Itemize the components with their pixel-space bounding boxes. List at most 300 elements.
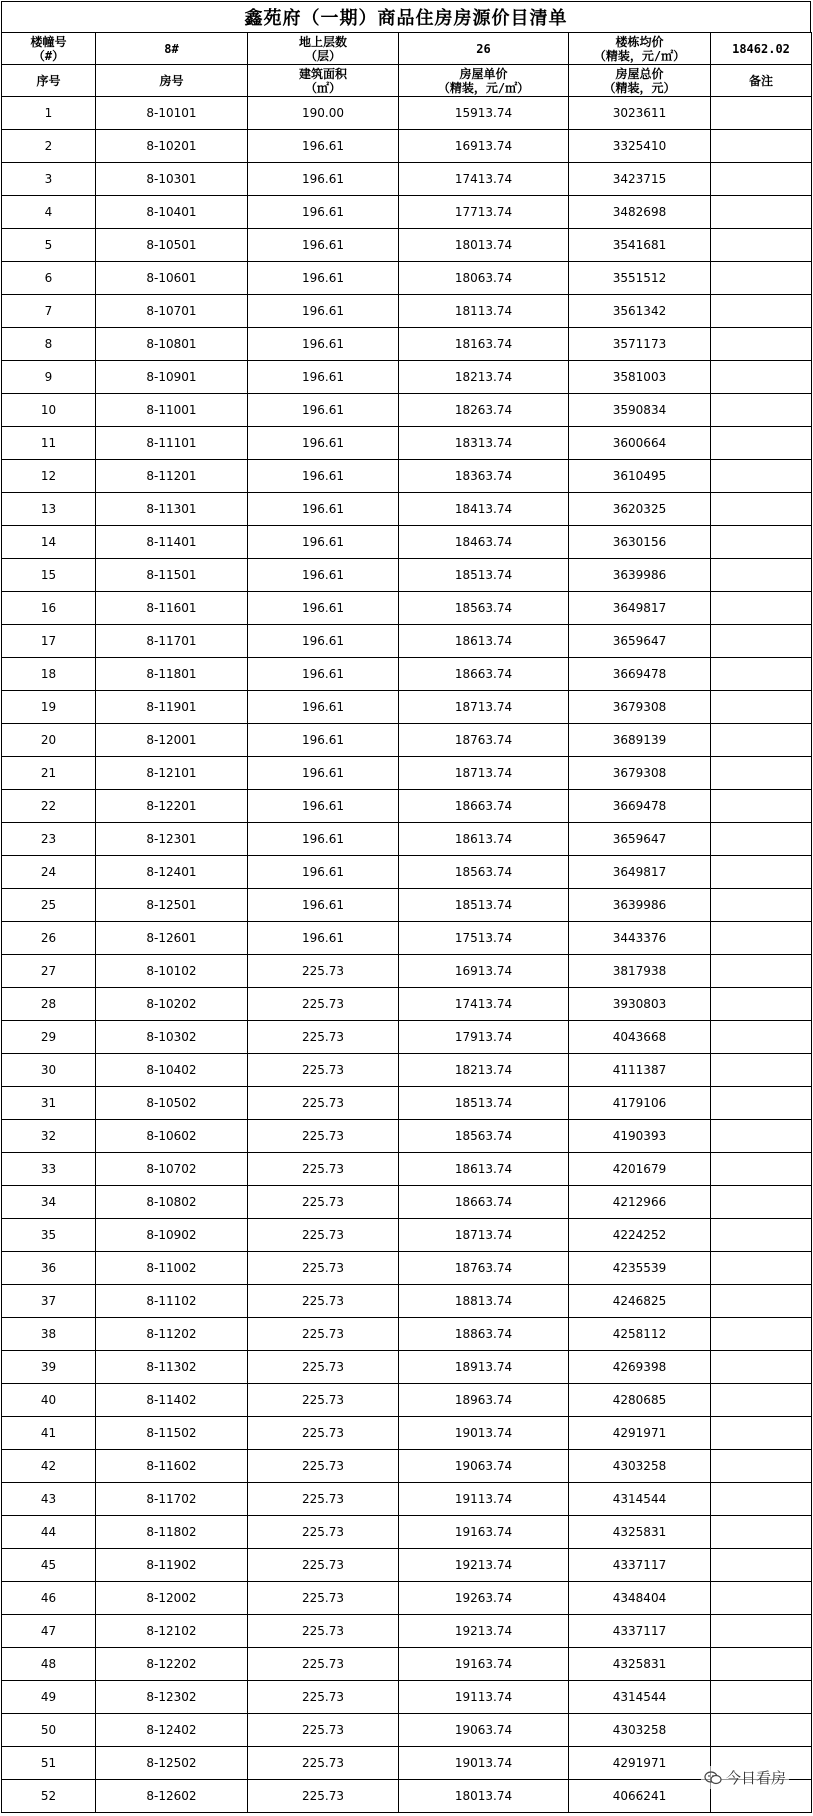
cell-seq: 49 bbox=[2, 1681, 96, 1714]
cell-note bbox=[711, 1186, 812, 1219]
cell-total: 4212966 bbox=[569, 1186, 711, 1219]
cell-room: 8-12001 bbox=[96, 724, 248, 757]
cell-total: 4066241 bbox=[569, 1780, 711, 1813]
cell-area: 225.73 bbox=[248, 1384, 399, 1417]
cell-note bbox=[711, 1516, 812, 1549]
cell-area: 225.73 bbox=[248, 955, 399, 988]
cell-note bbox=[711, 1681, 812, 1714]
cell-note bbox=[711, 196, 812, 229]
cell-unit-price: 17413.74 bbox=[399, 163, 569, 196]
avg-price-label-line1: 楼栋均价 bbox=[615, 34, 664, 49]
cell-seq: 35 bbox=[2, 1219, 96, 1252]
cell-area: 225.73 bbox=[248, 1351, 399, 1384]
cell-area: 225.73 bbox=[248, 1087, 399, 1120]
cell-note bbox=[711, 328, 812, 361]
cell-area: 196.61 bbox=[248, 790, 399, 823]
cell-room: 8-10802 bbox=[96, 1186, 248, 1219]
cell-total: 3571173 bbox=[569, 328, 711, 361]
cell-seq: 48 bbox=[2, 1648, 96, 1681]
watermark-text: 今日看房 bbox=[725, 1769, 786, 1787]
cell-total: 3325410 bbox=[569, 130, 711, 163]
cell-unit-price: 18963.74 bbox=[399, 1384, 569, 1417]
cell-unit-price: 19163.74 bbox=[399, 1648, 569, 1681]
cell-note bbox=[711, 163, 812, 196]
cell-area: 196.61 bbox=[248, 856, 399, 889]
cell-total: 3620325 bbox=[569, 493, 711, 526]
cell-area: 225.73 bbox=[248, 1219, 399, 1252]
cell-note bbox=[711, 823, 812, 856]
table-row bbox=[2, 1417, 812, 1450]
cell-seq: 47 bbox=[2, 1615, 96, 1648]
cell-room: 8-11901 bbox=[96, 691, 248, 724]
cell-area: 225.73 bbox=[248, 1153, 399, 1186]
cell-note bbox=[711, 97, 812, 130]
cell-unit-price: 16913.74 bbox=[399, 130, 569, 163]
cell-seq: 21 bbox=[2, 757, 96, 790]
table-row bbox=[2, 625, 812, 658]
cell-total: 3689139 bbox=[569, 724, 711, 757]
table-row bbox=[2, 262, 812, 295]
cell-room: 8-12201 bbox=[96, 790, 248, 823]
cell-area: 196.61 bbox=[248, 328, 399, 361]
cell-area: 196.61 bbox=[248, 658, 399, 691]
floors-label bbox=[248, 33, 399, 65]
cell-seq: 45 bbox=[2, 1549, 96, 1582]
cell-unit-price: 18763.74 bbox=[399, 724, 569, 757]
watermark bbox=[701, 1766, 789, 1789]
table-row bbox=[2, 1351, 812, 1384]
cell-room: 8-10402 bbox=[96, 1054, 248, 1087]
cell-area: 196.61 bbox=[248, 526, 399, 559]
cell-area: 196.61 bbox=[248, 691, 399, 724]
cell-seq: 1 bbox=[2, 97, 96, 130]
cell-room: 8-12302 bbox=[96, 1681, 248, 1714]
cell-room: 8-11401 bbox=[96, 526, 248, 559]
cell-seq: 44 bbox=[2, 1516, 96, 1549]
cell-area: 225.73 bbox=[248, 1582, 399, 1615]
cell-note bbox=[711, 592, 812, 625]
cell-area: 225.73 bbox=[248, 1681, 399, 1714]
col-header-room: 房号 bbox=[96, 65, 248, 97]
cell-room: 8-11502 bbox=[96, 1417, 248, 1450]
table-row bbox=[2, 559, 812, 592]
cell-seq: 38 bbox=[2, 1318, 96, 1351]
cell-total: 4314544 bbox=[569, 1681, 711, 1714]
cell-note bbox=[711, 955, 812, 988]
table-row bbox=[2, 1021, 812, 1054]
cell-note bbox=[711, 394, 812, 427]
cell-room: 8-10801 bbox=[96, 328, 248, 361]
cell-total: 4190393 bbox=[569, 1120, 711, 1153]
table-row bbox=[2, 658, 812, 691]
cell-note bbox=[711, 1054, 812, 1087]
cell-note bbox=[711, 1318, 812, 1351]
cell-room: 8-11701 bbox=[96, 625, 248, 658]
cell-area: 196.61 bbox=[248, 262, 399, 295]
price-table bbox=[1, 32, 812, 1813]
cell-note bbox=[711, 559, 812, 592]
cell-total: 3443376 bbox=[569, 922, 711, 955]
cell-total: 3659647 bbox=[569, 625, 711, 658]
cell-unit-price: 19013.74 bbox=[399, 1417, 569, 1450]
cell-note bbox=[711, 889, 812, 922]
cell-unit-price: 18713.74 bbox=[399, 757, 569, 790]
table-row bbox=[2, 1714, 812, 1747]
cell-area: 196.61 bbox=[248, 394, 399, 427]
cell-unit-price: 18063.74 bbox=[399, 262, 569, 295]
cell-room: 8-11602 bbox=[96, 1450, 248, 1483]
cell-unit-price: 19113.74 bbox=[399, 1681, 569, 1714]
cell-room: 8-11101 bbox=[96, 427, 248, 460]
cell-room: 8-12301 bbox=[96, 823, 248, 856]
col-header-note: 备注 bbox=[711, 65, 812, 97]
table-row bbox=[2, 1318, 812, 1351]
cell-seq: 9 bbox=[2, 361, 96, 394]
cell-unit-price: 18713.74 bbox=[399, 1219, 569, 1252]
cell-total: 4337117 bbox=[569, 1615, 711, 1648]
table-row bbox=[2, 1549, 812, 1582]
table-row bbox=[2, 1780, 812, 1813]
cell-seq: 3 bbox=[2, 163, 96, 196]
cell-note bbox=[711, 1582, 812, 1615]
cell-unit-price: 16913.74 bbox=[399, 955, 569, 988]
cell-total: 3630156 bbox=[569, 526, 711, 559]
cell-room: 8-11201 bbox=[96, 460, 248, 493]
cell-room: 8-11902 bbox=[96, 1549, 248, 1582]
col-header-unit-price bbox=[399, 65, 569, 97]
cell-area: 196.61 bbox=[248, 889, 399, 922]
cell-room: 8-11302 bbox=[96, 1351, 248, 1384]
table-row bbox=[2, 1747, 812, 1780]
cell-room: 8-12602 bbox=[96, 1780, 248, 1813]
cell-seq: 5 bbox=[2, 229, 96, 262]
cell-seq: 15 bbox=[2, 559, 96, 592]
cell-unit-price: 19013.74 bbox=[399, 1747, 569, 1780]
cell-room: 8-11301 bbox=[96, 493, 248, 526]
table-row bbox=[2, 1516, 812, 1549]
cell-area: 225.73 bbox=[248, 1252, 399, 1285]
cell-seq: 13 bbox=[2, 493, 96, 526]
cell-unit-price: 18513.74 bbox=[399, 559, 569, 592]
cell-total: 3581003 bbox=[569, 361, 711, 394]
col-header-area-line1: 建筑面积 bbox=[298, 66, 347, 81]
cell-seq: 4 bbox=[2, 196, 96, 229]
cell-note bbox=[711, 1714, 812, 1747]
cell-unit-price: 18713.74 bbox=[399, 691, 569, 724]
table-row bbox=[2, 1087, 812, 1120]
cell-seq: 39 bbox=[2, 1351, 96, 1384]
cell-area: 196.61 bbox=[248, 592, 399, 625]
col-header-total-line2: （精装，元） bbox=[603, 80, 676, 95]
cell-unit-price: 17513.74 bbox=[399, 922, 569, 955]
cell-room: 8-12101 bbox=[96, 757, 248, 790]
cell-seq: 34 bbox=[2, 1186, 96, 1219]
cell-seq: 23 bbox=[2, 823, 96, 856]
table-row bbox=[2, 229, 812, 262]
table-row bbox=[2, 1120, 812, 1153]
cell-area: 196.61 bbox=[248, 163, 399, 196]
cell-seq: 29 bbox=[2, 1021, 96, 1054]
cell-note bbox=[711, 130, 812, 163]
cell-seq: 18 bbox=[2, 658, 96, 691]
cell-note bbox=[711, 1285, 812, 1318]
floors-value: 26 bbox=[399, 33, 569, 65]
cell-seq: 8 bbox=[2, 328, 96, 361]
cell-total: 4303258 bbox=[569, 1450, 711, 1483]
cell-seq: 37 bbox=[2, 1285, 96, 1318]
cell-unit-price: 19263.74 bbox=[399, 1582, 569, 1615]
avg-price-value: 18462.02 bbox=[711, 33, 812, 65]
cell-total: 3610495 bbox=[569, 460, 711, 493]
cell-total: 3541681 bbox=[569, 229, 711, 262]
cell-room: 8-12501 bbox=[96, 889, 248, 922]
cell-area: 225.73 bbox=[248, 1186, 399, 1219]
cell-total: 3023611 bbox=[569, 97, 711, 130]
cell-unit-price: 18563.74 bbox=[399, 1120, 569, 1153]
cell-note bbox=[711, 1351, 812, 1384]
cell-unit-price: 17913.74 bbox=[399, 1021, 569, 1054]
wechat-icon bbox=[704, 1771, 722, 1785]
building-value: 8# bbox=[96, 33, 248, 65]
cell-note bbox=[711, 658, 812, 691]
table-row bbox=[2, 823, 812, 856]
cell-seq: 32 bbox=[2, 1120, 96, 1153]
table-row bbox=[2, 1648, 812, 1681]
cell-area: 196.61 bbox=[248, 229, 399, 262]
cell-room: 8-11801 bbox=[96, 658, 248, 691]
cell-total: 3930803 bbox=[569, 988, 711, 1021]
cell-unit-price: 18563.74 bbox=[399, 592, 569, 625]
cell-unit-price: 19213.74 bbox=[399, 1549, 569, 1582]
cell-room: 8-10702 bbox=[96, 1153, 248, 1186]
cell-total: 3817938 bbox=[569, 955, 711, 988]
table-row bbox=[2, 592, 812, 625]
cell-note bbox=[711, 1483, 812, 1516]
cell-room: 8-10701 bbox=[96, 295, 248, 328]
cell-note bbox=[711, 1450, 812, 1483]
cell-room: 8-11202 bbox=[96, 1318, 248, 1351]
cell-seq: 41 bbox=[2, 1417, 96, 1450]
cell-seq: 6 bbox=[2, 262, 96, 295]
building-label-line1: 楼幢号 bbox=[30, 34, 67, 49]
table-row bbox=[2, 1384, 812, 1417]
cell-area: 225.73 bbox=[248, 1615, 399, 1648]
cell-room: 8-11702 bbox=[96, 1483, 248, 1516]
cell-total: 3679308 bbox=[569, 691, 711, 724]
cell-note bbox=[711, 1615, 812, 1648]
table-row bbox=[2, 955, 812, 988]
cell-unit-price: 18363.74 bbox=[399, 460, 569, 493]
col-header-unit-price-line1: 房屋单价 bbox=[459, 66, 508, 81]
cell-area: 196.61 bbox=[248, 823, 399, 856]
cell-total: 4246825 bbox=[569, 1285, 711, 1318]
table-row bbox=[2, 394, 812, 427]
cell-note bbox=[711, 1648, 812, 1681]
cell-unit-price: 18263.74 bbox=[399, 394, 569, 427]
cell-area: 196.61 bbox=[248, 625, 399, 658]
cell-area: 196.61 bbox=[248, 130, 399, 163]
cell-unit-price: 18763.74 bbox=[399, 1252, 569, 1285]
cell-room: 8-10901 bbox=[96, 361, 248, 394]
table-row bbox=[2, 1450, 812, 1483]
table-row bbox=[2, 988, 812, 1021]
cell-seq: 50 bbox=[2, 1714, 96, 1747]
cell-room: 8-10102 bbox=[96, 955, 248, 988]
avg-price-label-line2: （精装，元/㎡） bbox=[593, 48, 686, 63]
cell-note bbox=[711, 361, 812, 394]
cell-total: 4179106 bbox=[569, 1087, 711, 1120]
cell-note bbox=[711, 988, 812, 1021]
cell-note bbox=[711, 1021, 812, 1054]
price-list-sheet bbox=[1, 1, 811, 1813]
table-row bbox=[2, 1285, 812, 1318]
cell-total: 4325831 bbox=[569, 1648, 711, 1681]
cell-unit-price: 18513.74 bbox=[399, 1087, 569, 1120]
cell-total: 3639986 bbox=[569, 889, 711, 922]
cell-room: 8-10202 bbox=[96, 988, 248, 1021]
cell-area: 225.73 bbox=[248, 1054, 399, 1087]
cell-note bbox=[711, 1087, 812, 1120]
cell-seq: 12 bbox=[2, 460, 96, 493]
cell-unit-price: 18463.74 bbox=[399, 526, 569, 559]
table-row bbox=[2, 1483, 812, 1516]
cell-total: 4303258 bbox=[569, 1714, 711, 1747]
table-row bbox=[2, 427, 812, 460]
table-row bbox=[2, 757, 812, 790]
cell-unit-price: 18663.74 bbox=[399, 658, 569, 691]
cell-area: 196.61 bbox=[248, 493, 399, 526]
table-row bbox=[2, 691, 812, 724]
cell-seq: 14 bbox=[2, 526, 96, 559]
col-header-seq: 序号 bbox=[2, 65, 96, 97]
cell-note bbox=[711, 757, 812, 790]
cell-room: 8-12401 bbox=[96, 856, 248, 889]
cell-area: 225.73 bbox=[248, 1483, 399, 1516]
cell-room: 8-11002 bbox=[96, 1252, 248, 1285]
cell-unit-price: 15913.74 bbox=[399, 97, 569, 130]
cell-seq: 17 bbox=[2, 625, 96, 658]
col-header-unit-price-line2: （精装，元/㎡） bbox=[437, 80, 530, 95]
cell-note bbox=[711, 1219, 812, 1252]
cell-note bbox=[711, 790, 812, 823]
cell-unit-price: 18413.74 bbox=[399, 493, 569, 526]
cell-area: 190.00 bbox=[248, 97, 399, 130]
table-row bbox=[2, 130, 812, 163]
cell-area: 225.73 bbox=[248, 1318, 399, 1351]
table-row bbox=[2, 97, 812, 130]
cell-room: 8-12202 bbox=[96, 1648, 248, 1681]
building-label-line2: （#） bbox=[32, 48, 65, 63]
cell-total: 3669478 bbox=[569, 658, 711, 691]
cell-area: 225.73 bbox=[248, 1450, 399, 1483]
col-header-area bbox=[248, 65, 399, 97]
cell-seq: 46 bbox=[2, 1582, 96, 1615]
cell-unit-price: 19163.74 bbox=[399, 1516, 569, 1549]
cell-room: 8-10501 bbox=[96, 229, 248, 262]
cell-seq: 11 bbox=[2, 427, 96, 460]
cell-area: 196.61 bbox=[248, 922, 399, 955]
cell-room: 8-10602 bbox=[96, 1120, 248, 1153]
table-row bbox=[2, 724, 812, 757]
cell-unit-price: 17413.74 bbox=[399, 988, 569, 1021]
cell-unit-price: 18663.74 bbox=[399, 1186, 569, 1219]
table-row bbox=[2, 493, 812, 526]
cell-note bbox=[711, 1417, 812, 1450]
cell-note bbox=[711, 427, 812, 460]
cell-seq: 7 bbox=[2, 295, 96, 328]
cell-area: 225.73 bbox=[248, 1747, 399, 1780]
table-row bbox=[2, 328, 812, 361]
cell-total: 4291971 bbox=[569, 1747, 711, 1780]
cell-area: 225.73 bbox=[248, 988, 399, 1021]
cell-total: 4224252 bbox=[569, 1219, 711, 1252]
cell-seq: 27 bbox=[2, 955, 96, 988]
cell-seq: 20 bbox=[2, 724, 96, 757]
table-row bbox=[2, 460, 812, 493]
cell-area: 225.73 bbox=[248, 1417, 399, 1450]
cell-room: 8-12601 bbox=[96, 922, 248, 955]
cell-area: 196.61 bbox=[248, 361, 399, 394]
cell-seq: 36 bbox=[2, 1252, 96, 1285]
cell-total: 3639986 bbox=[569, 559, 711, 592]
cell-note bbox=[711, 460, 812, 493]
cell-total: 4325831 bbox=[569, 1516, 711, 1549]
cell-area: 196.61 bbox=[248, 196, 399, 229]
cell-total: 4348404 bbox=[569, 1582, 711, 1615]
col-header-area-line2: （㎡） bbox=[304, 80, 341, 95]
cell-note bbox=[711, 1153, 812, 1186]
cell-seq: 22 bbox=[2, 790, 96, 823]
cell-area: 225.73 bbox=[248, 1021, 399, 1054]
table-row bbox=[2, 295, 812, 328]
cell-unit-price: 17713.74 bbox=[399, 196, 569, 229]
cell-room: 8-10201 bbox=[96, 130, 248, 163]
cell-seq: 52 bbox=[2, 1780, 96, 1813]
cell-unit-price: 18863.74 bbox=[399, 1318, 569, 1351]
avg-price-label bbox=[569, 33, 711, 65]
table-row bbox=[2, 1615, 812, 1648]
cell-seq: 30 bbox=[2, 1054, 96, 1087]
cell-unit-price: 18113.74 bbox=[399, 295, 569, 328]
cell-unit-price: 18513.74 bbox=[399, 889, 569, 922]
cell-unit-price: 18163.74 bbox=[399, 328, 569, 361]
floors-label-line1: 地上层数 bbox=[298, 34, 347, 49]
cell-room: 8-10301 bbox=[96, 163, 248, 196]
cell-seq: 51 bbox=[2, 1747, 96, 1780]
col-header-total-line1: 房屋总价 bbox=[615, 66, 664, 81]
cell-note bbox=[711, 526, 812, 559]
cell-total: 3669478 bbox=[569, 790, 711, 823]
cell-area: 225.73 bbox=[248, 1516, 399, 1549]
cell-seq: 42 bbox=[2, 1450, 96, 1483]
cell-seq: 10 bbox=[2, 394, 96, 427]
cell-room: 8-10302 bbox=[96, 1021, 248, 1054]
cell-area: 196.61 bbox=[248, 724, 399, 757]
cell-total: 4235539 bbox=[569, 1252, 711, 1285]
cell-total: 3551512 bbox=[569, 262, 711, 295]
table-row bbox=[2, 1219, 812, 1252]
cell-total: 4269398 bbox=[569, 1351, 711, 1384]
cell-area: 196.61 bbox=[248, 295, 399, 328]
cell-area: 225.73 bbox=[248, 1780, 399, 1813]
cell-total: 4111387 bbox=[569, 1054, 711, 1087]
table-row bbox=[2, 1054, 812, 1087]
cell-unit-price: 18213.74 bbox=[399, 361, 569, 394]
cell-room: 8-10601 bbox=[96, 262, 248, 295]
cell-area: 196.61 bbox=[248, 460, 399, 493]
table-row bbox=[2, 163, 812, 196]
cell-note bbox=[711, 1549, 812, 1582]
